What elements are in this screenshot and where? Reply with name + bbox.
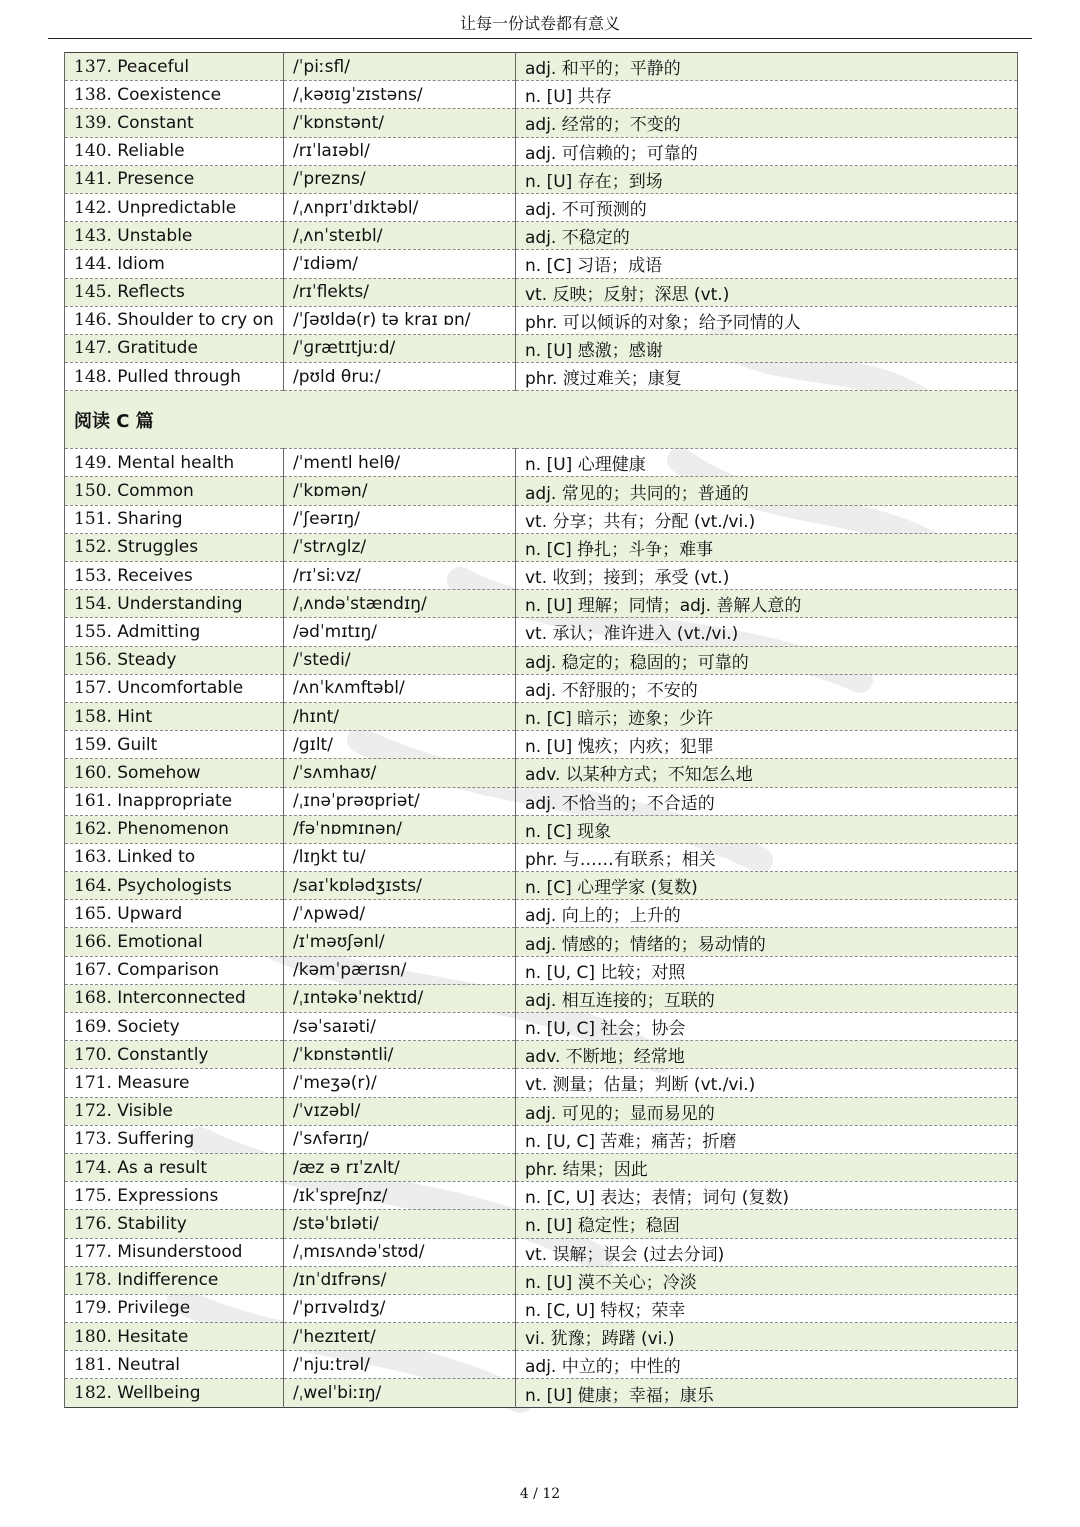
phonetic-cell: /ˌʌnˈsteɪbl/ [284,222,516,250]
word-cell [65,137,284,165]
vocab-row [65,363,1018,391]
phonetic-cell: /rɪˈlaɪəbl/ [284,137,516,165]
word-cell [65,505,284,533]
phonetic-cell: /ˈkɒnstənt/ [284,109,516,137]
entry-word: As a result [117,1157,208,1178]
vocab-row [65,872,1018,900]
phonetic-cell: /ˌkəʊɪɡˈzɪstəns/ [284,81,516,109]
phonetic-cell: /ɪˈməʊʃənl/ [284,928,516,956]
entry-word: Indifference [117,1270,219,1291]
entry-number: 150. [74,481,112,502]
word-cell [65,928,284,956]
word-cell [65,1294,284,1322]
phonetic-cell: /ədˈmɪtɪŋ/ [284,618,516,646]
meaning-cell: vt. 分享；共有；分配 (vt./vi.) [516,505,1018,533]
phonetic-cell: /səˈsaɪəti/ [284,1013,516,1041]
entry-word: Pulled through [117,366,241,387]
phonetic-cell: /ˈprezns/ [284,165,516,193]
phonetic-cell: /fəˈnɒmɪnən/ [284,815,516,843]
meaning-cell: phr. 可以倾诉的对象；给予同情的人 [516,306,1018,334]
entry-number: 159. [74,734,112,755]
word-cell [65,1323,284,1351]
meaning-cell: n. [U] 感激；感谢 [516,334,1018,362]
entry-number: 170. [74,1044,112,1065]
vocab-row [65,900,1018,928]
word-cell [65,222,284,250]
phonetic-cell: /saɪˈkɒlədʒɪsts/ [284,872,516,900]
entry-word: Phenomenon [117,819,229,840]
entry-word: Mental health [117,452,235,473]
phonetic-cell: /ɡɪlt/ [284,731,516,759]
word-cell [65,646,284,674]
phonetic-cell: /ˈhezɪteɪt/ [284,1323,516,1351]
vocab-row [65,109,1018,137]
meaning-cell: adj. 情感的；情绪的；易动情的 [516,928,1018,956]
meaning-cell: phr. 与……有联系；相关 [516,843,1018,871]
phonetic-cell: /kəmˈpærɪsn/ [284,956,516,984]
word-cell [65,109,284,137]
entry-number: 182. [74,1383,112,1404]
vocabulary-table [64,52,1018,1408]
meaning-cell: adj. 可信赖的；可靠的 [516,137,1018,165]
entry-word: Reflects [117,282,185,303]
entry-word: Constant [117,112,194,133]
phonetic-cell: /stəˈbɪləti/ [284,1210,516,1238]
meaning-cell: adj. 向上的；上升的 [516,900,1018,928]
word-cell [65,1125,284,1153]
vocab-row [65,674,1018,702]
vocab-row [65,956,1018,984]
vocab-row [65,590,1018,618]
entry-word: Measure [117,1072,190,1093]
word-cell [65,1238,284,1266]
entry-number: 153. [74,565,112,586]
phonetic-cell: /ˈnjuːtrəl/ [284,1351,516,1379]
phonetic-cell: /ˈvɪzəbl/ [284,1097,516,1125]
entry-number: 142. [74,197,112,218]
section-header-row [65,391,1018,449]
vocab-rows-group-1 [65,53,1018,391]
phonetic-cell: /pʊld θruː/ [284,363,516,391]
meaning-cell: n. [C, U] 特权；荣幸 [516,1294,1018,1322]
phonetic-cell: /ˈstrʌɡlz/ [284,533,516,561]
word-cell [65,759,284,787]
entry-word: Struggles [117,537,199,558]
vocab-row [65,815,1018,843]
meaning-cell: n. [C] 暗示；迹象；少许 [516,702,1018,730]
phonetic-cell: /ˈmentl helθ/ [284,449,516,477]
entry-number: 138. [74,84,112,105]
entry-number: 156. [74,650,112,671]
meaning-cell: n. [U] 愧疚；内疚；犯罪 [516,731,1018,759]
word-cell [65,900,284,928]
word-cell [65,731,284,759]
entry-word: Somehow [117,762,201,783]
entry-word: Common [117,481,194,502]
word-cell [65,1210,284,1238]
word-cell [65,334,284,362]
entry-word: Guilt [117,734,158,755]
entry-number: 146. [74,310,112,331]
word-cell [65,1153,284,1181]
phonetic-cell: /ˌɪntəkəˈnektɪd/ [284,984,516,1012]
entry-number: 171. [74,1072,112,1093]
entry-word: Stability [117,1213,187,1234]
vocab-row [65,787,1018,815]
phonetic-cell: /ˈʃəʊldə(r) tə kraɪ ɒn/ [284,306,516,334]
meaning-cell: adj. 中立的；中性的 [516,1351,1018,1379]
vocab-row [65,1153,1018,1181]
vocab-row [65,1182,1018,1210]
meaning-cell: adj. 相互连接的；互联的 [516,984,1018,1012]
vocab-row [65,1013,1018,1041]
phonetic-cell: /ˈʃeərɪŋ/ [284,505,516,533]
entry-word: Visible [117,1101,173,1122]
phonetic-cell: /ˈprɪvəlɪdʒ/ [284,1294,516,1322]
word-cell [65,843,284,871]
vocab-row [65,759,1018,787]
vocab-row [65,477,1018,505]
phonetic-cell: /rɪˈsiːvz/ [284,562,516,590]
word-cell [65,1266,284,1294]
entry-number: 140. [74,141,112,162]
phonetic-cell: /rɪˈflekts/ [284,278,516,306]
phonetic-cell: /ˈkɒnstəntli/ [284,1041,516,1069]
phonetic-cell: /ˈpiːsfl/ [284,53,516,81]
entry-number: 141. [74,169,112,190]
phonetic-cell: /æz ə rɪˈzʌlt/ [284,1153,516,1181]
vocab-row [65,1266,1018,1294]
meaning-cell: vt. 反映；反射；深思 (vt.) [516,278,1018,306]
entry-word: Steady [117,650,177,671]
entry-number: 177. [74,1242,112,1263]
phonetic-cell: /ˈɪdiəm/ [284,250,516,278]
meaning-cell: adj. 和平的；平静的 [516,53,1018,81]
word-cell [65,1182,284,1210]
vocab-row [65,193,1018,221]
phonetic-cell: /ˈkɒmən/ [284,477,516,505]
entry-word: Interconnected [117,988,246,1009]
meaning-cell: n. [U, C] 苦难；痛苦；折磨 [516,1125,1018,1153]
entry-number: 162. [74,819,112,840]
entry-number: 169. [74,1016,112,1037]
entry-word: Neutral [117,1354,181,1375]
word-cell [65,1013,284,1041]
meaning-cell: adj. 不恰当的；不合适的 [516,787,1018,815]
entry-word: Wellbeing [117,1383,201,1404]
entry-word: Coexistence [117,84,222,105]
vocab-row [65,137,1018,165]
entry-number: 147. [74,338,112,359]
entry-word: Peaceful [117,56,190,77]
vocab-row [65,1379,1018,1407]
entry-number: 154. [74,593,112,614]
vocab-row [65,449,1018,477]
meaning-cell: n. [U] 存在；到场 [516,165,1018,193]
phonetic-cell: /ˌwelˈbiːɪŋ/ [284,1379,516,1407]
vocab-row [65,334,1018,362]
entry-word: Uncomfortable [117,678,244,699]
meaning-cell: n. [U] 心理健康 [516,449,1018,477]
meaning-cell: n. [C] 挣扎；斗争；难事 [516,533,1018,561]
word-cell [65,533,284,561]
entry-word: Privilege [117,1298,191,1319]
word-cell [65,449,284,477]
word-cell [65,618,284,646]
meaning-cell: adj. 常见的；共同的；普通的 [516,477,1018,505]
meaning-cell: n. [U] 稳定性；稳固 [516,1210,1018,1238]
entry-number: 164. [74,875,112,896]
meaning-cell: n. [U] 共存 [516,81,1018,109]
entry-number: 158. [74,706,112,727]
page-number: 4 / 12 [519,1486,561,1502]
vocab-row [65,250,1018,278]
entry-word: Admitting [117,621,201,642]
word-cell [65,872,284,900]
entry-number: 163. [74,847,112,868]
vocab-row [65,306,1018,334]
word-cell [65,1351,284,1379]
phonetic-cell: /lɪŋkt tu/ [284,843,516,871]
entry-word: Sharing [117,509,183,530]
phonetic-cell: /ˌmɪsʌndəˈstʊd/ [284,1238,516,1266]
entry-number: 174. [74,1157,112,1178]
vocab-row [65,1125,1018,1153]
entry-number: 176. [74,1213,112,1234]
entry-word: Psychologists [117,875,232,896]
meaning-cell: phr. 结果；因此 [516,1153,1018,1181]
word-cell [65,956,284,984]
vocab-row [65,731,1018,759]
meaning-cell: adj. 稳定的；稳固的；可靠的 [516,646,1018,674]
entry-number: 155. [74,621,112,642]
entry-word: Linked to [117,847,196,868]
vocab-row [65,53,1018,81]
vocab-row [65,928,1018,956]
meaning-cell: n. [C] 习语；成语 [516,250,1018,278]
entry-number: 166. [74,932,112,953]
vocab-row [65,646,1018,674]
word-cell [65,53,284,81]
phonetic-cell: /ˈʌpwəd/ [284,900,516,928]
vocab-row [65,165,1018,193]
entry-number: 172. [74,1101,112,1122]
vocab-row [65,278,1018,306]
meaning-cell: vi. 犹豫；踌躇 (vi.) [516,1323,1018,1351]
entry-word: Understanding [117,593,243,614]
word-cell [65,306,284,334]
phonetic-cell: /ɪkˈspreʃnz/ [284,1182,516,1210]
meaning-cell: vt. 承认；准许进入 (vt./vi.) [516,618,1018,646]
meaning-cell: adj. 可见的；显而易见的 [516,1097,1018,1125]
word-cell [65,1097,284,1125]
entry-number: 173. [74,1129,112,1150]
entry-number: 145. [74,282,112,303]
word-cell [65,1041,284,1069]
word-cell [65,193,284,221]
entry-word: Reliable [117,141,185,162]
phonetic-cell: /ʌnˈkʌmftəbl/ [284,674,516,702]
vocab-row [65,984,1018,1012]
vocab-row [65,1041,1018,1069]
word-cell [65,278,284,306]
entry-number: 151. [74,509,112,530]
entry-number: 137. [74,56,112,77]
meaning-cell: n. [U] 健康；幸福；康乐 [516,1379,1018,1407]
entry-number: 144. [74,253,112,274]
vocab-row [65,1323,1018,1351]
entry-word: Shoulder to cry on [117,310,274,331]
entry-number: 165. [74,903,112,924]
vocab-row [65,81,1018,109]
entry-word: Upward [117,903,183,924]
word-cell [65,562,284,590]
word-cell [65,250,284,278]
meaning-cell: phr. 渡过难关；康复 [516,363,1018,391]
entry-number: 148. [74,366,112,387]
entry-number: 139. [74,112,112,133]
vocab-row [65,1069,1018,1097]
meaning-cell: vt. 误解；误会 (过去分词) [516,1238,1018,1266]
entry-number: 152. [74,537,112,558]
section-title: 阅读 C 篇 [65,391,1018,449]
phonetic-cell: /ˈmeʒə(r)/ [284,1069,516,1097]
meaning-cell: n. [C] 心理学家 (复数) [516,872,1018,900]
entry-word: Presence [117,169,195,190]
entry-word: Inappropriate [117,791,233,812]
entry-word: Constantly [117,1044,209,1065]
meaning-cell: adj. 不舒服的；不安的 [516,674,1018,702]
meaning-cell: adj. 不可预测的 [516,193,1018,221]
meaning-cell: n. [U, C] 比较；对照 [516,956,1018,984]
entry-word: Expressions [117,1185,219,1206]
entry-word: Hint [117,706,153,727]
entry-word: Idiom [117,253,165,274]
word-cell [65,363,284,391]
word-cell [65,477,284,505]
page-header: 让每一份试卷都有意义 [48,10,1032,39]
entry-word: Gratitude [117,338,198,359]
entry-word: Unstable [117,225,193,246]
vocab-row [65,1294,1018,1322]
vocab-row [65,222,1018,250]
vocab-row [65,562,1018,590]
vocab-row [65,1210,1018,1238]
entry-number: 167. [74,960,112,981]
meaning-cell: adj. 不稳定的 [516,222,1018,250]
phonetic-cell: /hɪnt/ [284,702,516,730]
entry-word: Hesitate [117,1326,189,1347]
vocab-row [65,1097,1018,1125]
entry-word: Comparison [117,960,220,981]
meaning-cell: n. [C] 现象 [516,815,1018,843]
vocab-row [65,1238,1018,1266]
entry-number: 157. [74,678,112,699]
phonetic-cell: /ˈɡrætɪtjuːd/ [284,334,516,362]
vocab-row [65,505,1018,533]
entry-word: Emotional [117,932,203,953]
word-cell [65,702,284,730]
word-cell [65,590,284,618]
meaning-cell: vt. 测量；估量；判断 (vt./vi.) [516,1069,1018,1097]
phonetic-cell: /ˈsʌfərɪŋ/ [284,1125,516,1153]
phonetic-cell: /ˈsʌmhaʊ/ [284,759,516,787]
meaning-cell: n. [C, U] 表达；表情；词句 (复数) [516,1182,1018,1210]
meaning-cell: adv. 不断地；经常地 [516,1041,1018,1069]
entry-number: 179. [74,1298,112,1319]
word-cell [65,815,284,843]
entry-word: Misunderstood [117,1242,243,1263]
entry-number: 160. [74,762,112,783]
section-group [65,391,1018,449]
word-cell [65,1379,284,1407]
entry-number: 181. [74,1354,112,1375]
entry-number: 178. [74,1270,112,1291]
phonetic-cell: /ɪnˈdɪfrəns/ [284,1266,516,1294]
meaning-cell: n. [U, C] 社会；协会 [516,1013,1018,1041]
entry-number: 149. [74,452,112,473]
entry-number: 180. [74,1326,112,1347]
vocab-row [65,843,1018,871]
entry-word: Society [117,1016,180,1037]
word-cell [65,787,284,815]
vocab-row [65,533,1018,561]
vocab-row [65,1351,1018,1379]
meaning-cell: n. [U] 漠不关心；冷淡 [516,1266,1018,1294]
meaning-cell: adv. 以某种方式；不知怎么地 [516,759,1018,787]
word-cell [65,674,284,702]
word-cell [65,81,284,109]
word-cell [65,984,284,1012]
entry-number: 161. [74,791,112,812]
meaning-cell: adj. 经常的；不变的 [516,109,1018,137]
entry-number: 143. [74,225,112,246]
entry-word: Suffering [117,1129,195,1150]
phonetic-cell: /ˌɪnəˈprəʊpriət/ [284,787,516,815]
entry-word: Unpredictable [117,197,237,218]
phonetic-cell: /ˌʌnprɪˈdɪktəbl/ [284,193,516,221]
word-cell [65,1069,284,1097]
phonetic-cell: /ˌʌndəˈstændɪŋ/ [284,590,516,618]
meaning-cell: vt. 收到；接到；承受 (vt.) [516,562,1018,590]
phonetic-cell: /ˈstedi/ [284,646,516,674]
entry-word: Receives [117,565,193,586]
word-cell [65,165,284,193]
meaning-cell: n. [U] 理解；同情；adj. 善解人意的 [516,590,1018,618]
entry-number: 168. [74,988,112,1009]
vocab-row [65,618,1018,646]
entry-number: 175. [74,1185,112,1206]
vocab-row [65,702,1018,730]
vocab-rows-group-2 [65,449,1018,1407]
